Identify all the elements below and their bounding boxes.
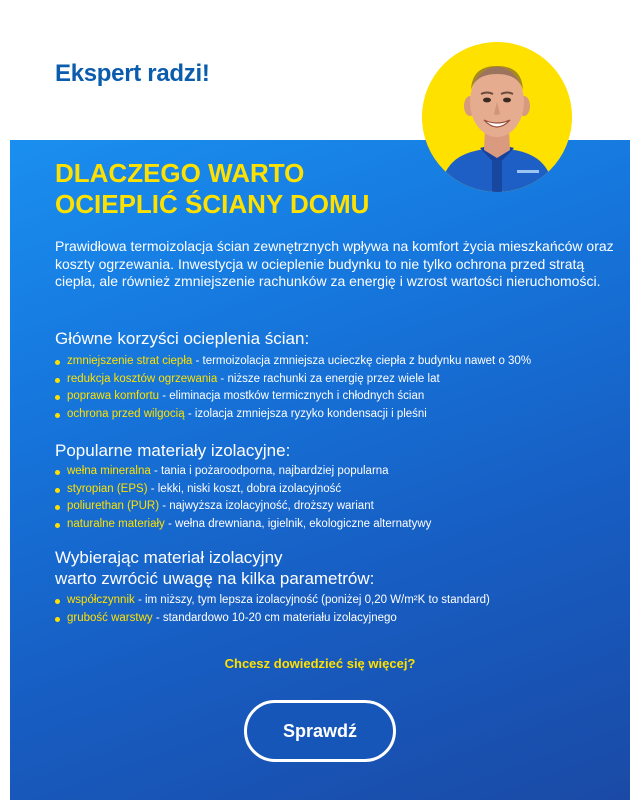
list-item-term: redukcja kosztów ogrzewania [67, 372, 218, 385]
list-item-desc: - termoizolacja zmniejsza ucieczkę ciepła z budynku nawet o 30% [192, 355, 532, 367]
list-item [55, 406, 625, 424]
list-item [55, 516, 625, 534]
list-item [55, 592, 625, 610]
list-item-desc: - standardowo 10-20 cm materiału izolacyjnego [152, 611, 397, 624]
list-item-term: zmniejszenie strat ciepła [67, 355, 193, 367]
expert-photo-icon [422, 42, 572, 192]
list-item [55, 353, 625, 371]
list-item-term: poliurethan (PUR) [67, 500, 160, 512]
benefits-heading: Główne korzyści ocieplenia ścian: [55, 329, 310, 348]
list-item [55, 610, 625, 628]
params-heading-line-1: Wybierając materiał izolacyjny [55, 548, 283, 567]
list-item [55, 388, 625, 406]
list-item [55, 481, 625, 499]
list-item-desc: - izolacja zmniejsza ryzyko kondensacji i pleśni [184, 407, 427, 420]
cta-question: Chcesz dowiedzieć się więcej? [224, 656, 416, 671]
header-title: Ekspert radzi! [55, 60, 210, 87]
headline-line-1: DLACZEGO WARTO [55, 158, 305, 188]
list-item-desc: - im niższy, tym lepsza izolacyjność (poniżej 0,20 W/m²K to standard) [134, 594, 490, 606]
list-item [55, 498, 625, 516]
list-item-term: naturalne materiały [67, 517, 165, 530]
list-item [55, 371, 625, 389]
list-item-term: poprawa komfortu [67, 390, 160, 402]
materials-list [55, 463, 625, 533]
list-item-term: wełna mineralna [67, 465, 151, 477]
list-item-desc: - niższe rachunki za energię przez wiele lat [217, 372, 440, 385]
benefits-list [55, 353, 625, 423]
params-heading-line-2: warto zwrócić uwagę na kilka parametrów: [55, 569, 375, 588]
list-item-term: współczynnik [67, 594, 135, 606]
materials-heading: Popularne materiały izolacyjne: [55, 441, 291, 460]
list-item-desc: - wełna drewniana, igielnik, ekologiczne alternatywy [164, 517, 432, 530]
check-button[interactable]: Sprawdź [244, 700, 396, 762]
intro-paragraph: Prawidłowa termoizolacja ścian zewnętrznych wpływa na komfort życia mieszkańców oraz koszty ogrzewania. Inwestycja w ocieplenie budynku to nie tylko ochrona przed stratą ciepła, ale również zmniejszenie rachunków za energię i wzrost wartości nieruchomości. [55, 238, 614, 289]
params-list [55, 592, 625, 627]
expert-avatar [422, 42, 572, 192]
list-item-desc: - eliminacja mostków termicznych i chłodnych ścian [159, 390, 425, 402]
list-item [55, 463, 625, 481]
list-item-desc: - lekki, niski koszt, dobra izolacyjność [147, 482, 342, 495]
list-item-term: ochrona przed wilgocią [67, 407, 185, 420]
list-item-desc: - tania i pożaroodporna, najbardziej popularna [150, 465, 389, 477]
params-heading [55, 547, 374, 589]
list-item-term: styropian (EPS) [67, 482, 148, 495]
headline-line-2: OCIEPLIĆ ŚCIANY DOMU [55, 189, 370, 219]
headline [55, 158, 415, 220]
list-item-term: grubość warstwy [67, 611, 153, 624]
list-item-desc: - najwyższa izolacyjność, droższy wariant [159, 500, 374, 512]
